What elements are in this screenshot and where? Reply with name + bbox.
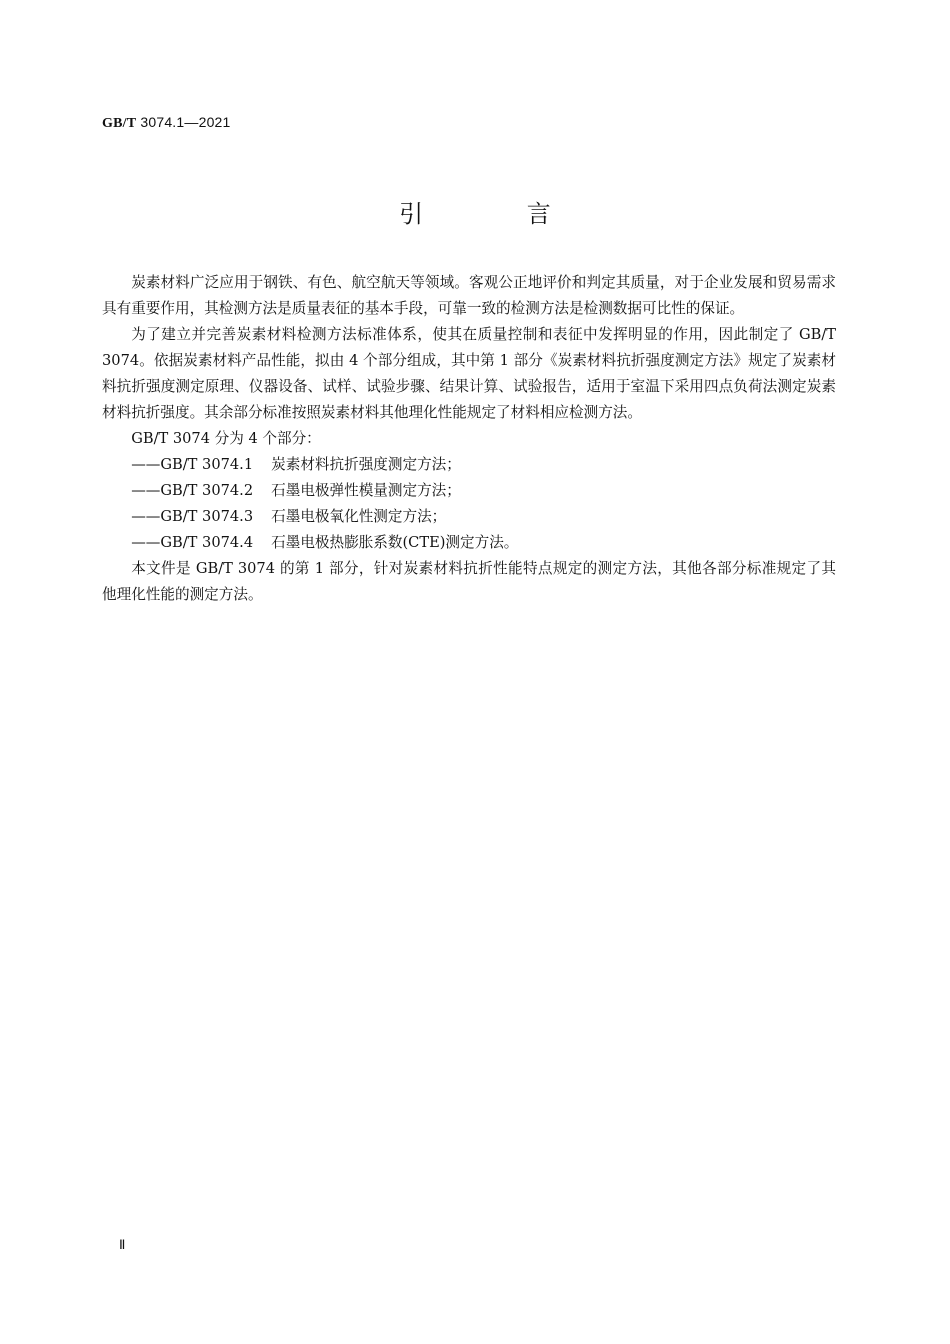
part-name: 石墨电极弹性模量测定方法； [271, 482, 461, 499]
part-code: ——GB/T 3074.4 [131, 534, 254, 551]
page-title: 引 言 [399, 200, 599, 228]
closing-paragraph: 本文件是 GB/T 3074 的第 1 部分，针对炭素材料抗折性能特点规定的测定方法，其他各部分标准规定了其他理化性能的测定方法。 [102, 560, 836, 603]
page-number: Ⅱ [119, 1237, 126, 1252]
list-item [102, 504, 836, 530]
introduction-body [102, 270, 836, 608]
paragraph-1: 炭素材料广泛应用于钢铁、有色、航空航天等领域。客观公正地评价和判定其质量，对于企业发展和贸易需求具有重要作用，其检测方法是质量表征的基本手段，可靠一致的检测方法是检测数据可比性的保证。 [102, 274, 836, 317]
part-name: 石墨电极氧化性测定方法； [271, 508, 447, 525]
paragraph-3: GB/T 3074 分为 4 个部分： [131, 430, 321, 447]
part-name: 石墨电极热膨胀系数(CTE)测定方法。 [271, 534, 519, 551]
list-item [102, 452, 836, 478]
standard-code [102, 114, 231, 132]
list-item [102, 478, 836, 504]
part-name: 炭素材料抗折强度测定方法； [271, 456, 461, 473]
standard-code-number: 3074.1—2021 [140, 114, 231, 130]
part-code: ——GB/T 3074.1 [131, 456, 254, 473]
standard-code-prefix: GB/T [102, 116, 137, 131]
paragraph-2: 为了建立并完善炭素材料检测方法标准体系，使其在质量控制和表征中发挥明显的作用，因此制定了 GB/T 3074。依据炭素材料产品性能，拟由 4 个部分组成，其中第 1 部分《炭素材料抗折强度测定方法》规定了炭素材料抗折强度测定原理、仪器设备、试样、试验步骤、结果计算、试验报告，适用于室温下采用四点负荷法测定炭素材料抗折强度。其余部分标准按照炭素材料其他理化性能规定了材料相应检测方法。 [102, 326, 836, 421]
part-code: ——GB/T 3074.3 [131, 508, 254, 525]
list-item [102, 530, 836, 556]
part-code: ——GB/T 3074.2 [131, 482, 254, 499]
